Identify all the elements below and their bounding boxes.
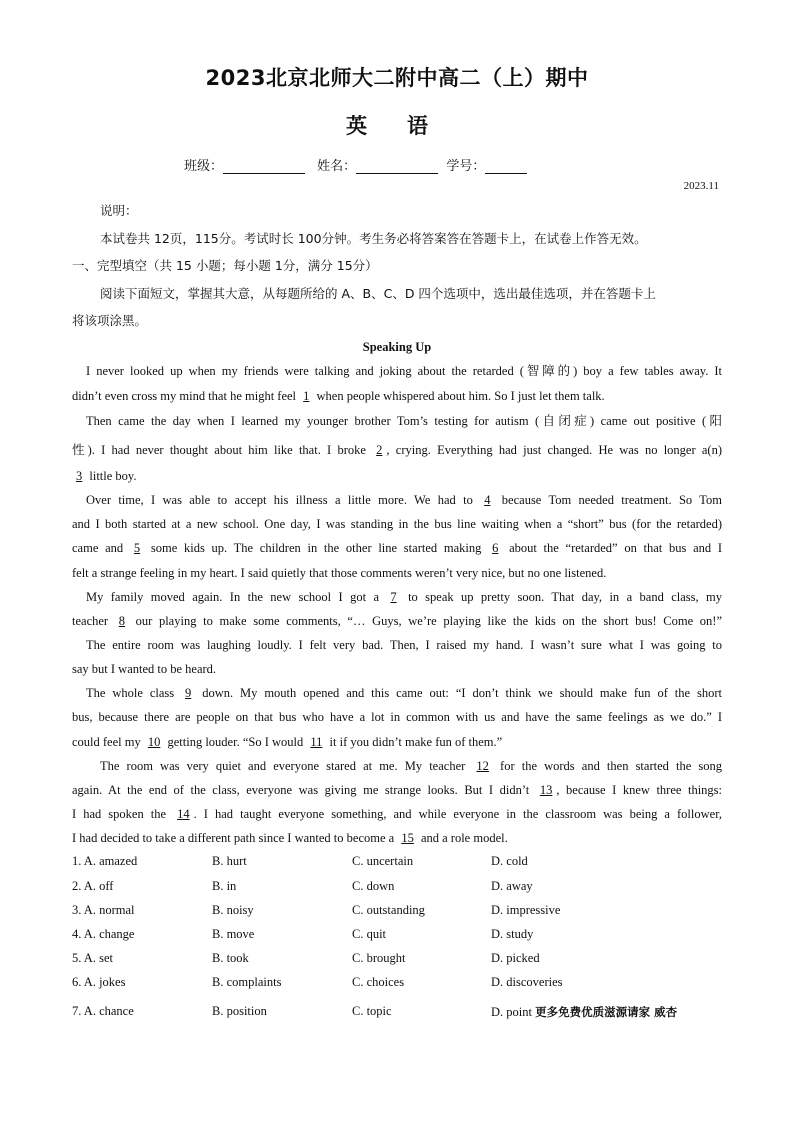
option-5d: D. picked <box>491 951 540 965</box>
blank-3: 3 <box>76 469 83 483</box>
blank-2: 2 <box>376 443 383 457</box>
passage-line: My family moved again. In the new school I got a 7 to speak up pretty soon. That day, in a band class, my <box>86 590 723 604</box>
passage-line: Over time, I was able to accept his illness a little more. We had to 4 because Tom needed treatment. So Tom <box>86 493 722 507</box>
blank-4: 4 <box>484 493 491 507</box>
option-7d <box>491 1004 677 1020</box>
passage-line: 性). I had never thought about him like that. I broke 2 , crying. Everything had just changed. He was no longer a(n) <box>72 443 722 457</box>
option-5a: 5. A. set <box>72 951 113 965</box>
passage-line: say but I wanted to be heard. <box>72 662 217 676</box>
option-1a: 1. A. amazed <box>72 854 138 868</box>
passage-line: I had spoken the 14 . I had taught everyone something, and while everyone in the classroom was being a follower, <box>72 807 722 821</box>
option-7b: B. position <box>212 1004 267 1018</box>
passage-line: came and 5 some kids up. The children in the other line started making 6 about the “retarded” on that bus and I <box>72 541 723 555</box>
section1-direction-2: 将该项涂黑。 <box>72 313 148 328</box>
option-2a: 2. A. off <box>72 879 114 893</box>
option-2b: B. in <box>212 879 237 893</box>
section1-title: 一、完型填空（共 15 小题；每小题 1分，满分 15分） <box>72 258 378 273</box>
option-1d: D. cold <box>491 854 528 868</box>
option-1b: B. hurt <box>212 854 247 868</box>
option-6d: D. discoveries <box>491 975 563 989</box>
option-6a: 6. A. jokes <box>72 975 126 989</box>
passage-title: Speaking Up <box>362 340 432 354</box>
instructions-text: 本试卷共 12页，115分。考试时长 100分钟。考生务必将答案答在答题卡上，在试卷上作答无效。 <box>100 231 647 246</box>
passage-line: I never looked up when my friends were talking and joking about the retarded (智障的) boy a few tables away. It <box>86 364 722 378</box>
blank-15: 15 <box>401 831 414 845</box>
option-7c: C. topic <box>352 1004 392 1018</box>
passage-line: teacher 8 our playing to make some comments, “… Guys, we’re playing like the kids on the short bus! Come on!” <box>72 614 722 628</box>
option-4d: D. study <box>491 927 534 941</box>
exam-date: 2023.11 <box>683 180 719 192</box>
blank-6: 6 <box>492 541 499 555</box>
class-blank[interactable] <box>223 159 305 174</box>
blank-1: 1 <box>303 389 310 403</box>
blank-13: 13 <box>539 783 553 797</box>
passage-line: I had decided to take a different path since I wanted to become a 15 and a role model. <box>72 831 508 845</box>
passage-line: Then came the day when I learned my younger brother Tom’s testing for autism (自闭症) came out positive (阳 <box>86 414 722 428</box>
passage-line: felt a strange feeling in my heart. I said quietly that those comments weren’t very nice, but no one listened. <box>72 566 607 580</box>
id-blank[interactable] <box>485 159 527 174</box>
watermark-text: 更多免费优质滋源请家 威杏 <box>535 1005 678 1019</box>
blank-11: 11 <box>310 735 323 749</box>
option-6b: B. complaints <box>212 975 282 989</box>
passage-line: again. At the end of the class, everyone was giving me strange looks. But I didn’t 13 , because I knew three things: <box>72 783 723 797</box>
option-2d: D. away <box>491 879 533 893</box>
option-7a: 7. A. chance <box>72 1004 134 1018</box>
option-3a: 3. A. normal <box>72 903 135 917</box>
passage-line: The entire room was laughing loudly. I felt very bad. Then, I raised my hand. I wasn’t sure what I was going to <box>86 638 722 652</box>
option-3c: C. outstanding <box>352 903 425 917</box>
name-label: 姓名： <box>317 159 357 174</box>
option-7d-label: D. point <box>491 1005 532 1019</box>
name-blank[interactable] <box>356 159 438 174</box>
passage-line: bus, because there are people on that bus who have a lot in common with us and have the same feelings as we do.” I <box>72 710 722 724</box>
passage-line: could feel my 10 getting louder. “So I would 11 it if you didn’t make fun of them.” <box>72 735 503 749</box>
blank-7: 7 <box>390 590 397 604</box>
student-info-row <box>184 155 531 174</box>
class-label: 班级： <box>184 159 224 174</box>
blank-9: 9 <box>185 686 192 700</box>
blank-5: 5 <box>133 541 141 555</box>
blank-14: 14 <box>177 807 190 821</box>
option-4b: B. move <box>212 927 255 941</box>
option-4c: C. quit <box>352 927 387 941</box>
blank-10: 10 <box>147 735 161 749</box>
option-2c: C. down <box>352 879 395 893</box>
passage-line: 3 little boy. <box>72 468 722 484</box>
passage-line: The room was very quiet and everyone stared at me. My teacher 12 for the words and then started the song <box>100 759 723 773</box>
passage-line: and I both started at a new school. One day, I was standing in the bus line waiting when a “short” bus (for the retarded) <box>72 517 722 531</box>
instructions-label: 说明： <box>100 203 138 218</box>
passage-line: The whole class 9 down. My mouth opened and this came out: “I don’t think we should make fun of the short <box>86 686 723 700</box>
option-3b: B. noisy <box>212 903 254 917</box>
blank-8: 8 <box>118 614 125 628</box>
option-6c: C. choices <box>352 975 405 989</box>
option-1c: C. uncertain <box>352 854 414 868</box>
subject-title: 英语 <box>346 114 468 138</box>
section1-direction-1: 阅读下面短文，掌握其大意，从每题所给的 A、B、C、D 四个选项中，选出最佳选项，并在答题卡上 <box>100 286 656 301</box>
id-label: 学号： <box>446 159 486 174</box>
passage-line: didn’t even cross my mind that he might feel 1 when people whispered about him. So I just let them talk. <box>72 389 605 403</box>
exam-title: 2023北京北师大二附中高二（上）期中 <box>205 66 589 90</box>
option-5b: B. took <box>212 951 249 965</box>
option-5c: C. brought <box>352 951 406 965</box>
option-4a: 4. A. change <box>72 927 135 941</box>
option-3d: D. impressive <box>491 903 561 917</box>
blank-12: 12 <box>476 759 489 773</box>
